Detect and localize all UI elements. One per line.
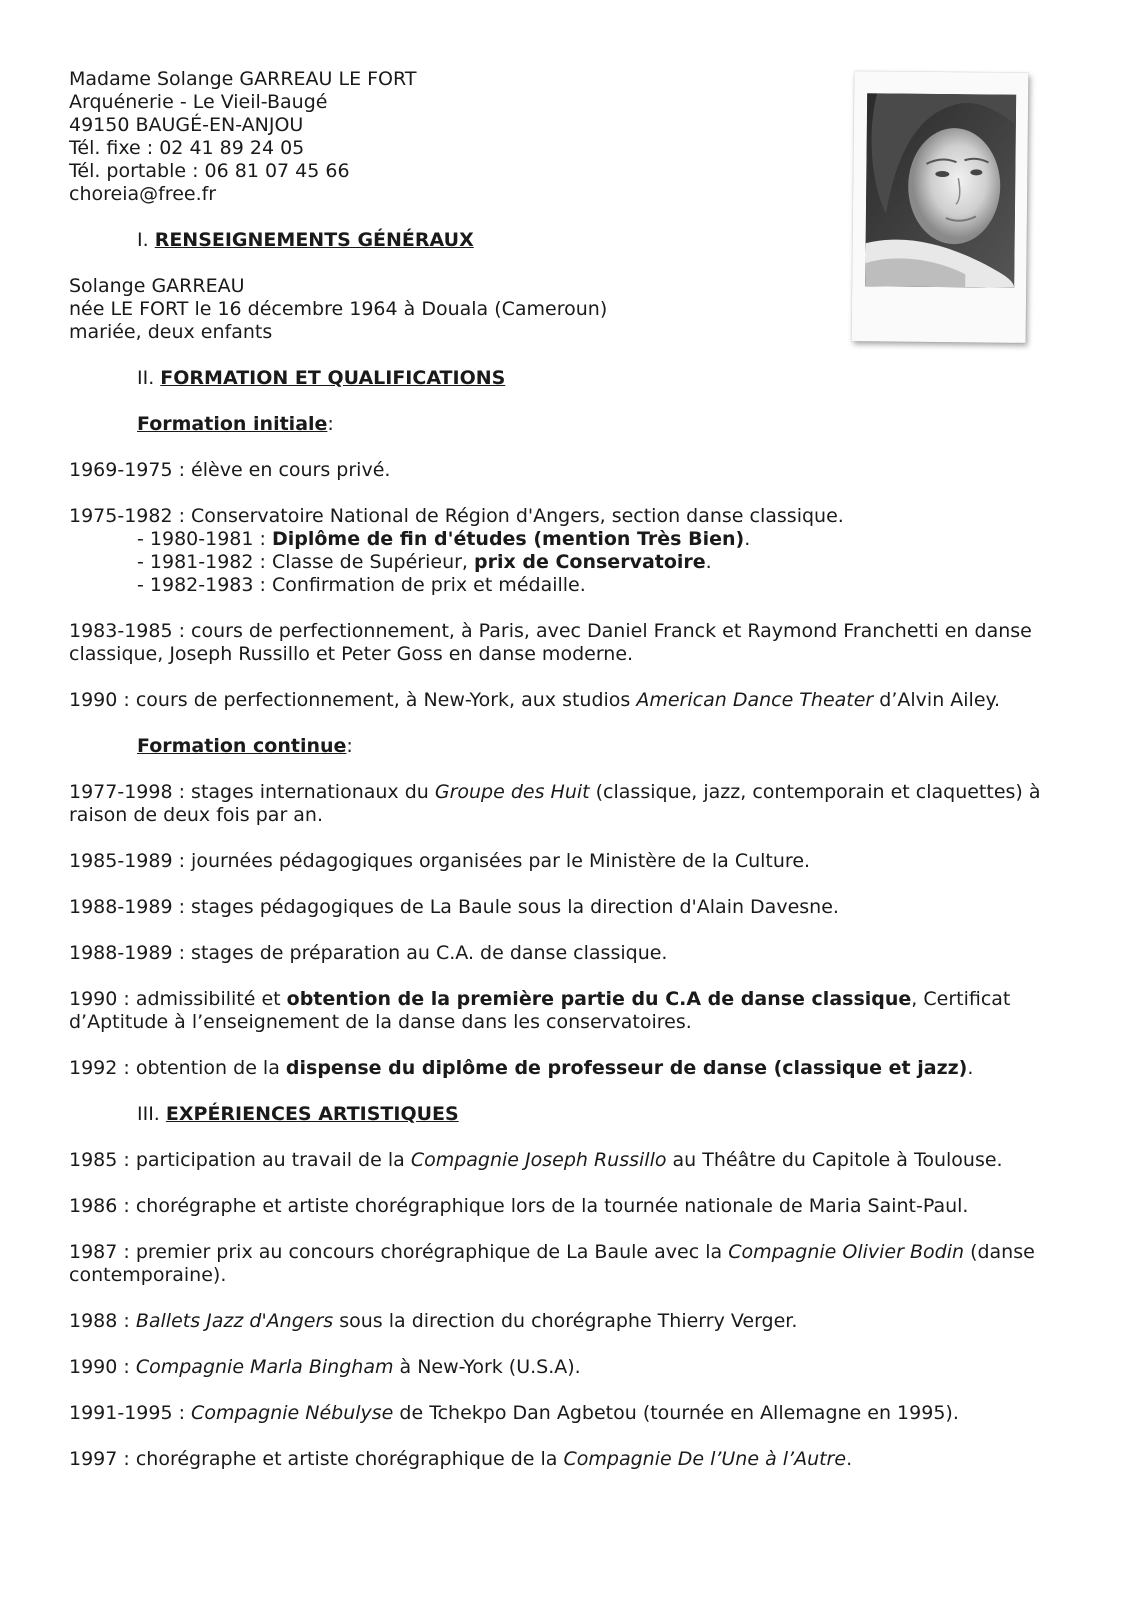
section-number: II.: [137, 367, 161, 389]
text-run: 1985 : participation au travail de la: [69, 1149, 411, 1171]
text-run: de Tchekpo Dan Agbetou (tournée en Allemagne en 1995).: [393, 1402, 959, 1424]
text-run: 1990 : admissibilité et: [69, 988, 287, 1010]
continuing-entry-3: 1988-1989 : stages pédagogiques de La Baule sous la direction d'Alain Davesne.: [69, 896, 839, 918]
general-name: Solange GARREAU: [69, 275, 245, 297]
continuing-entry-1: [69, 781, 1071, 827]
italic-run: Compagnie Marla Bingham: [135, 1356, 394, 1378]
portrait-image: [865, 93, 1016, 288]
text-run: (classique, jazz, contemporain et claquettes) à raison de deux fois par an.: [69, 781, 1041, 826]
text-run: 1991-1995 :: [69, 1402, 192, 1424]
bold-run: Diplôme de fin d'études (mention Très Bien): [271, 528, 745, 550]
experience-entry-5: [69, 1356, 1071, 1379]
bold-run: dispense du diplôme de professeur de danse (classique et jazz): [285, 1057, 968, 1079]
continuing-entry-4: 1988-1989 : stages de préparation au C.A. de danse classique.: [69, 942, 668, 964]
subheading-colon: :: [327, 413, 334, 435]
text-run: 1990 : cours de perfectionnement, à New-York, aux studios: [69, 689, 637, 711]
experience-entry-2: 1986 : chorégraphe et artiste chorégraphique lors de la tournée nationale de Maria Saint-Paul.: [69, 1195, 969, 1217]
section-title: FORMATION ET QUALIFICATIONS: [160, 367, 506, 389]
text-run: 1987 : premier prix au concours chorégraphique de La Baule avec la: [69, 1241, 729, 1263]
contact-mobile: Tél. portable : 06 81 07 45 66: [69, 160, 350, 182]
experience-entry-3: [69, 1241, 1071, 1287]
portrait-photo: [852, 71, 1029, 343]
bold-run: prix de Conservatoire: [474, 551, 706, 573]
contact-phone: Tél. fixe : 02 41 89 24 05: [69, 137, 305, 159]
section-title: RENSEIGNEMENTS GÉNÉRAUX: [154, 229, 474, 251]
continuing-entry-2: 1985-1989 : journées pédagogiques organisées par le Ministère de la Culture.: [69, 850, 811, 872]
initial-entry-2a: [69, 528, 1071, 551]
experience-entry-1: [69, 1149, 1071, 1172]
text-run: , Certificat d’Aptitude à l’enseignement de la danse dans les conservatoires.: [69, 988, 1011, 1033]
text-run: .: [846, 1448, 853, 1470]
section-title: EXPÉRIENCES ARTISTIQUES: [165, 1103, 459, 1125]
subheading-initial-training: [69, 413, 1071, 436]
general-family: mariée, deux enfants: [69, 321, 273, 343]
text-run: - 1981-1982 : Classe de Supérieur,: [137, 551, 475, 573]
section-number: I.: [137, 229, 155, 251]
section-heading-experience: [69, 1103, 1071, 1126]
general-birth: née LE FORT le 16 décembre 1964 à Douala (Cameroun): [69, 298, 608, 320]
text-run: .: [744, 528, 751, 550]
experience-entry-6: [69, 1402, 1071, 1425]
initial-entry-2b: [69, 551, 1071, 574]
initial-entry-1: 1969-1975 : élève en cours privé.: [69, 459, 391, 481]
subheading-continuing-training: [69, 735, 1071, 758]
italic-run: Ballets Jazz d'Angers: [135, 1310, 334, 1332]
text-run: sous la direction du chorégraphe Thierry Verger.: [333, 1310, 798, 1332]
section-heading-training: [69, 367, 1071, 390]
initial-entry-4: [69, 689, 1071, 712]
continuing-entry-6: [69, 1057, 1071, 1080]
contact-address-line2: 49150 BAUGÉ-EN-ANJOU: [69, 114, 304, 136]
text-run: au Théâtre du Capitole à Toulouse.: [666, 1149, 1003, 1171]
text-run: à New-York (U.S.A).: [393, 1356, 581, 1378]
subheading-colon: :: [346, 735, 353, 757]
italic-run: Compagnie Nébulyse: [191, 1402, 394, 1424]
text-run: d’Alvin Ailey.: [873, 689, 1001, 711]
text-run: 1990 :: [69, 1356, 136, 1378]
text-run: - 1980-1981 :: [137, 528, 272, 550]
text-run: 1992 : obtention de la: [69, 1057, 286, 1079]
italic-run: Compagnie Joseph Russillo: [410, 1149, 667, 1171]
italic-run: Compagnie De l’Une à l’Autre: [563, 1448, 847, 1470]
initial-entry-2: 1975-1982 : Conservatoire National de Région d'Angers, section danse classique.: [69, 505, 844, 527]
section-number: III.: [137, 1103, 166, 1125]
contact-address-line1: Arquénerie - Le Vieil-Baugé: [69, 91, 328, 113]
subheading-title: Formation continue: [137, 735, 347, 757]
experience-entry-7: [69, 1448, 1071, 1471]
continuing-entry-5: [69, 988, 1071, 1034]
text-run: 1977-1998 : stages internationaux du: [69, 781, 435, 803]
italic-run: Compagnie Olivier Bodin: [728, 1241, 965, 1263]
contact-email[interactable]: choreia@free.fr: [69, 183, 217, 205]
bold-run: obtention de la première partie du C.A de danse classique: [286, 988, 912, 1010]
initial-entry-3: 1983-1985 : cours de perfectionnement, à Paris, avec Daniel Franck et Raymond Franchetti en danse classique, Joseph Russillo et Peter Goss en danse moderne.: [69, 620, 1032, 665]
initial-entry-2c: - 1982-1983 : Confirmation de prix et médaille.: [137, 574, 586, 596]
text-run: 1997 : chorégraphe et artiste chorégraphique de la: [69, 1448, 564, 1470]
contact-name: Madame Solange GARREAU LE FORT: [69, 68, 417, 90]
italic-run: Groupe des Huit: [434, 781, 590, 803]
text-run: (danse contemporaine).: [69, 1241, 1035, 1286]
subheading-title: Formation initiale: [137, 413, 328, 435]
text-run: 1988 :: [69, 1310, 136, 1332]
italic-run: American Dance Theater: [636, 689, 874, 711]
text-run: .: [705, 551, 712, 573]
experience-entry-4: [69, 1310, 1071, 1333]
text-run: .: [967, 1057, 974, 1079]
